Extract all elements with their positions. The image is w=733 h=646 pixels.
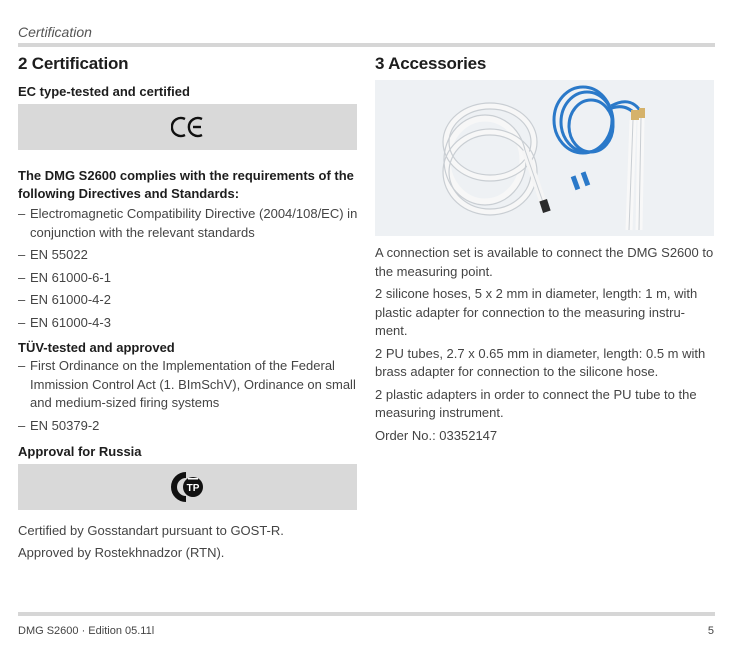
accessories-column bbox=[375, 54, 715, 445]
header-rule bbox=[18, 43, 715, 47]
connection-set-photo bbox=[375, 80, 714, 236]
tuv-heading: TÜV-tested and approved bbox=[18, 340, 175, 355]
directives-list bbox=[18, 205, 358, 332]
svg-text:TP: TP bbox=[186, 483, 199, 494]
list-item: – EN 61000-4-3 bbox=[18, 314, 358, 333]
certification-column bbox=[18, 54, 358, 562]
accessories-paragraph: 2 silicone hoses, 5 x 2 mm in diameter, length: 1 m, with plastic adapter for connection to the measuring instru-ment. bbox=[375, 286, 698, 338]
list-item: – Electromagnetic Compatibility Directive (2004/108/EC) in conjunction with the relevant standards bbox=[18, 205, 358, 242]
list-item: – EN 50379-2 bbox=[18, 417, 358, 436]
list-item: – EN 55022 bbox=[18, 246, 358, 265]
page-number: 5 bbox=[707, 625, 714, 637]
accessories-paragraph: 2 plastic adapters in order to connect the PU tube to the measuring instrument. bbox=[375, 386, 697, 420]
certification-heading: 2 Certification bbox=[18, 54, 129, 73]
ec-label: EC type-tested and certified bbox=[18, 84, 190, 99]
running-head: Certification bbox=[18, 24, 92, 40]
hoses-illustration bbox=[375, 80, 714, 236]
accessories-heading: 3 Accessories bbox=[375, 54, 487, 73]
list-item: – EN 61000-6-1 bbox=[18, 269, 358, 288]
order-number: Order No.: 03352147 bbox=[375, 427, 498, 443]
compliance-lead: The DMG S2600 complies with the requirements of the following Directives and Standards: bbox=[18, 168, 354, 201]
list-item: – EN 61000-4-2 bbox=[18, 291, 358, 310]
list-item: – First Ordinance on the Implementation of the Federal Immission Control Act (1. BImSchV), Ordinance on small and medium-sized firing systems bbox=[18, 357, 358, 413]
tuv-list bbox=[18, 357, 358, 435]
accessories-paragraph: 2 PU tubes, 2.7 x 0.65 mm in diameter, length: 0.5 m with brass adapter for connection to the silicone hose. bbox=[375, 345, 706, 379]
gost-r-logo-icon bbox=[166, 470, 210, 504]
ce-mark-box bbox=[18, 104, 357, 150]
russia-heading: Approval for Russia bbox=[18, 444, 142, 459]
accessories-paragraph: A connection set is available to connect the DMG S2600 to the measuring point. bbox=[375, 245, 714, 279]
ce-mark-icon bbox=[171, 116, 205, 138]
footer-rule bbox=[18, 612, 715, 616]
edition-footer: DMG S2600 · Edition 05.11l bbox=[18, 625, 155, 637]
russia-certified-text: Certified by Gosstandart pursuant to GOST-R. bbox=[18, 523, 284, 538]
gost-mark-box bbox=[18, 464, 357, 510]
russia-approved-text: Approved by Rostekhnadzor (RTN). bbox=[18, 544, 225, 560]
